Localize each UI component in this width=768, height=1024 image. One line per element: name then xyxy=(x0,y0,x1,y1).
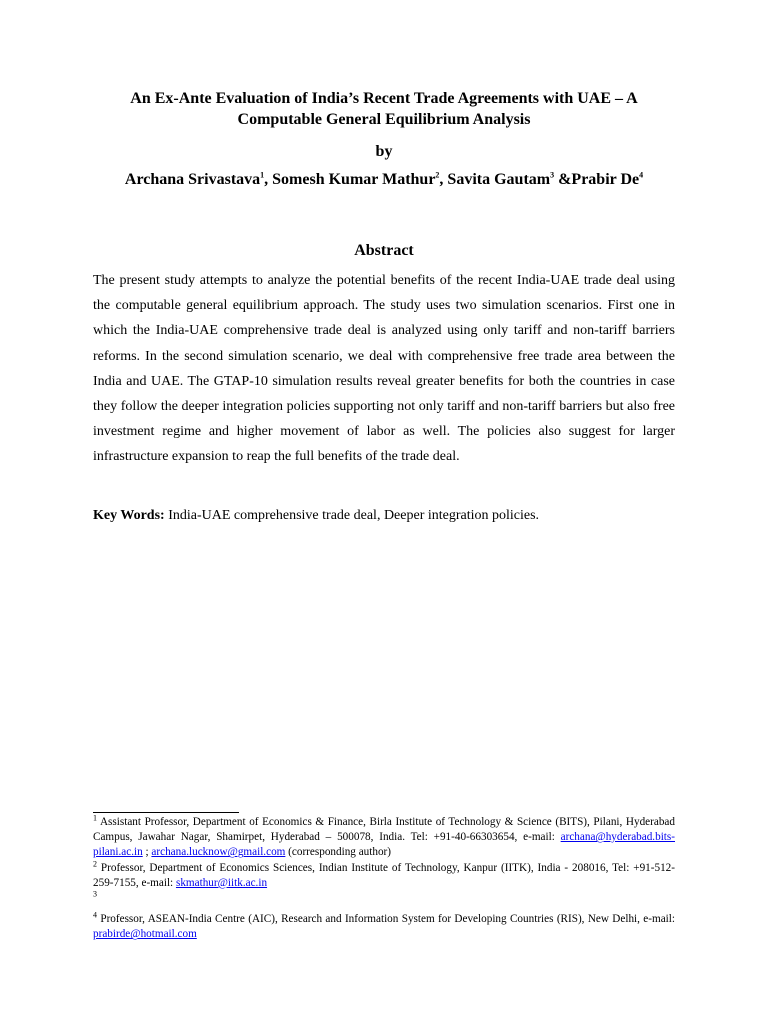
email-link[interactable]: prabirde@hotmail.com xyxy=(93,928,197,941)
keywords-text: India-UAE comprehensive trade deal, Deeper integration policies. xyxy=(164,508,540,523)
footnote-1 xyxy=(93,815,675,861)
author-name: Archana Srivastava xyxy=(124,171,261,188)
footnote-2 xyxy=(93,858,675,891)
footnote-text: ; xyxy=(142,846,152,859)
email-link[interactable]: archana@hyderabad.bits-pilani.ac.in xyxy=(93,831,675,859)
author-separator: , xyxy=(264,171,273,188)
footnote-marker[interactable]: 2 xyxy=(435,170,440,180)
author-separator: & xyxy=(554,171,572,188)
author-name: Prabir De xyxy=(571,171,640,188)
footnote-text: Professor, ASEAN-India Centre (AIC), Research and Information System for Developing Countries (RIS), New Delhi, e-mail: xyxy=(97,913,675,926)
abstract-heading: Abstract xyxy=(354,242,414,259)
footnote-text: Professor, Department of Economics Sciences, Indian Institute of Technology, Kanpur (IITK), India - 208016, Tel: +91-512-259-7155, e-mail: xyxy=(93,861,675,889)
footnotes xyxy=(93,815,675,943)
footnote-3 xyxy=(93,891,675,906)
abstract-text: The present study attempts to analyze the potential benefits of the recent India-UAE trade deal using the computable general equilibrium approach. The study uses two simulation scenarios. First one in which the India-UAE comprehensive trade deal is analyzed using only tariff and non-tariff barriers reforms. In the second simulation scenario, we deal with comprehensive free trade area between the India and UAE. The GTAP-10 simulation results reveal greater benefits for both the countries in case they follow the deeper integration policies supporting not only tariff and non-tariff barriers but also free investment regime and higher movement of labor as well. The policies also suggest for larger infrastructure expansion to reap the full benefits of the trade deal. xyxy=(93,273,675,465)
footnote-4 xyxy=(93,912,675,942)
email-link[interactable]: skmathur@iitk.ac.in xyxy=(175,876,268,889)
footnote-separator xyxy=(93,812,239,813)
footnote-text: Assistant Professor, Department of Economics & Finance, Birla Institute of Technology & Science (BITS), Pilani, Hyderabad Campus, Jawahar Nagar, Shamirpet, Hyderabad – 500078, India. Tel: +91-40-66303654, e-mail: xyxy=(93,816,675,844)
keywords xyxy=(93,505,675,527)
author-name: Savita Gautam xyxy=(447,171,551,188)
author-name: Somesh Kumar Mathur xyxy=(272,171,436,188)
footnote-marker[interactable]: 1 xyxy=(260,170,265,180)
footnote-number: 2 xyxy=(93,858,97,868)
author-separator: , xyxy=(439,171,448,188)
document-page xyxy=(93,0,675,1024)
footnote-number: 1 xyxy=(93,813,97,823)
keywords-label: Key Words: xyxy=(93,508,165,523)
author-list xyxy=(93,169,675,190)
footnote-number: 4 xyxy=(93,910,97,920)
paper-title: An Ex-Ante Evaluation of India’s Recent Trade Agreements with UAE – A Computable General Equilibrium Analysis xyxy=(130,90,638,128)
footnote-number: 3 xyxy=(93,889,97,899)
footnote-text: (corresponding author) xyxy=(285,846,392,859)
footnote-marker[interactable]: 4 xyxy=(639,170,644,180)
footnote-marker[interactable]: 3 xyxy=(550,170,555,180)
by-line: by xyxy=(375,143,393,160)
email-link[interactable]: archana.lucknow@gmail.com xyxy=(151,846,286,859)
